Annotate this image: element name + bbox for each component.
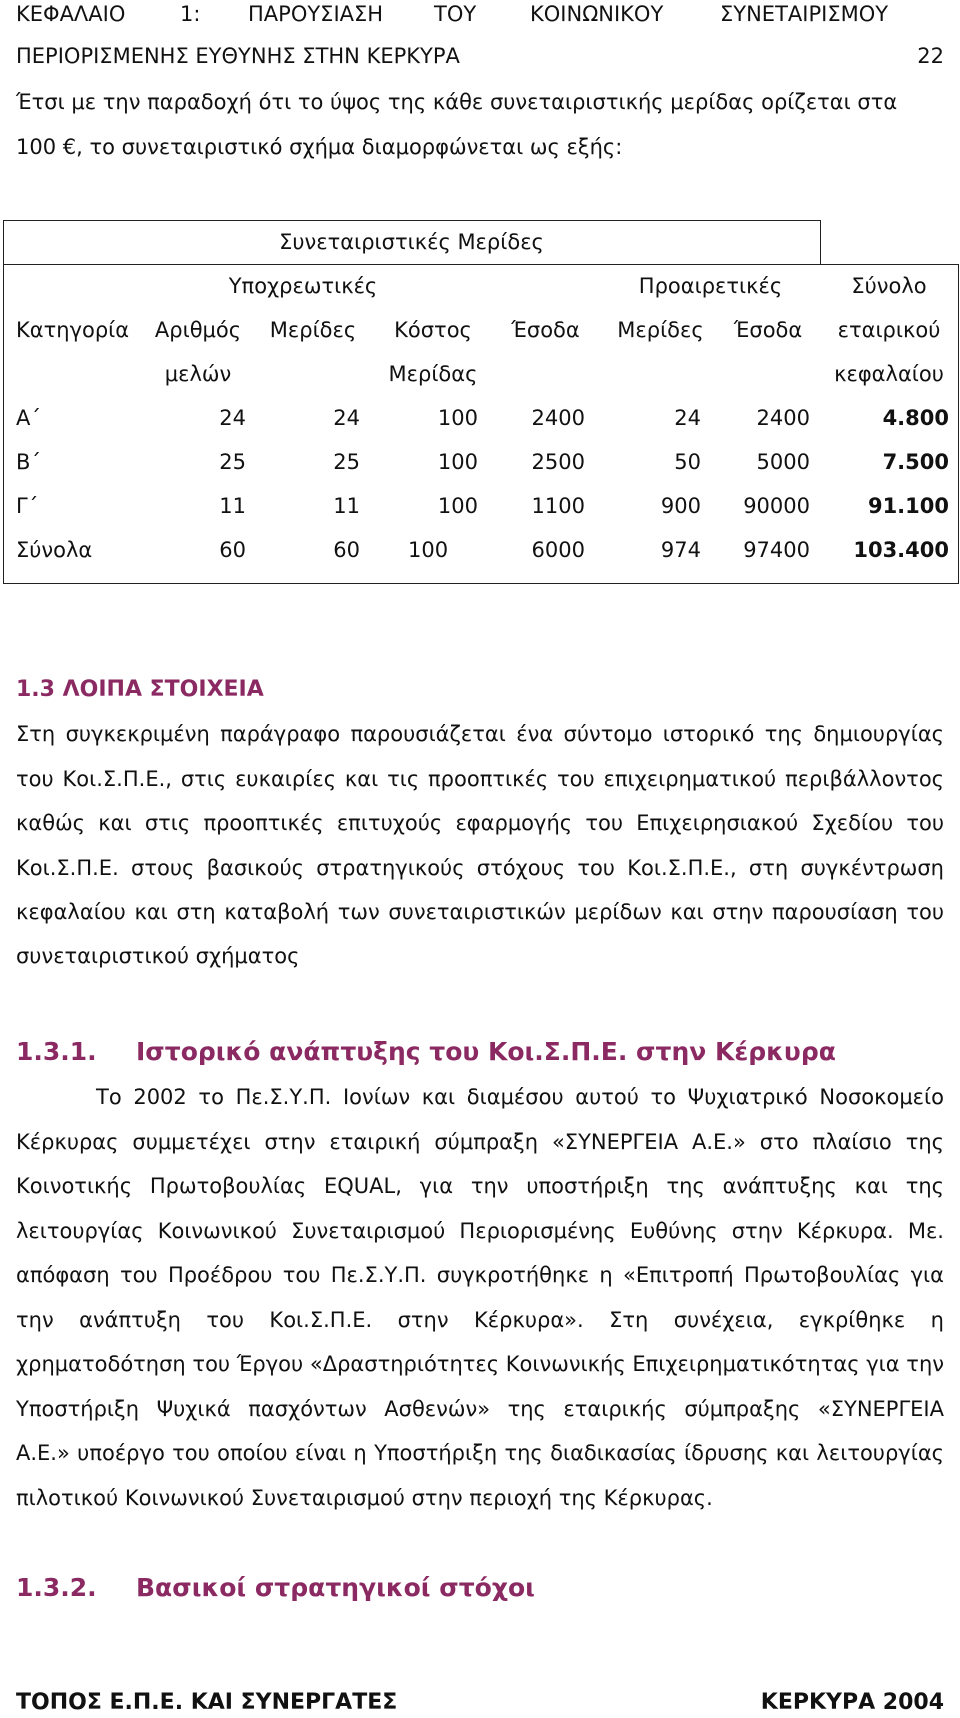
cell-category: Γ΄: [16, 494, 39, 518]
column-header-category: Κατηγορία: [16, 318, 130, 342]
cell-cost: 100: [408, 538, 449, 562]
paragraph-line: κεφαλαίου και στη καταβολή των συνεταιριστικών μερίδων και στην παρουσίαση του: [16, 900, 944, 924]
column-header-shares: Μερίδες: [269, 318, 357, 342]
cell-total: 103.400: [853, 538, 949, 562]
cell-members: 24: [219, 406, 246, 430]
section-number: 1.3.2.: [16, 1573, 97, 1602]
intro-line: 100 €, το συνεταιριστικό σχήμα διαμορφώνεται ως εξής:: [16, 135, 623, 159]
paragraph-line: του Κοι.Σ.Π.Ε., στις ευκαιρίες και τις προοπτικές του επιχειρηματικού περιβάλλοντος: [16, 767, 944, 791]
cell-category: Α΄: [16, 406, 41, 430]
cell-shares: 24: [333, 406, 360, 430]
column-header-total: εταιρικού: [837, 318, 941, 342]
header-word: ΚΕΦΑΛΑΙΟ: [16, 2, 126, 26]
header-word: ΚΟΙΝΩΝΙΚΟΥ: [530, 2, 664, 26]
section-number: 1.3.1.: [16, 1037, 97, 1066]
column-header-members-2: μελών: [164, 362, 232, 386]
table-group-header: Συνεταιριστικές Μερίδες: [279, 230, 544, 254]
cell-optional-revenue: 2400: [756, 406, 810, 430]
page-header-line1: [16, 0, 944, 36]
cell-optional-shares: 24: [674, 406, 701, 430]
cell-members: 25: [219, 450, 246, 474]
cell-category: Β΄: [16, 450, 41, 474]
paragraph-line: χρηματοδότηση του Έργου «Δραστηριότητες Κοινωνικής Επιχειρηματικότητας για την: [16, 1352, 944, 1376]
cell-members: 11: [219, 494, 246, 518]
cell-total: 4.800: [882, 406, 949, 430]
paragraph-line: Κοινοτικής Πρωτοβουλίας EQUAL, για την υποστήριξη της ανάπτυξης και της: [16, 1174, 944, 1198]
cell-shares: 11: [333, 494, 360, 518]
paragraph-line: Στη συγκεκριμένη παράγραφο παρουσιάζεται ένα σύντομο ιστορικό της δημιουργίας: [16, 722, 944, 746]
header-title-continued: ΠΕΡΙΟΡΙΣΜΕΝΗΣ ΕΥΘΥΝΗΣ ΣΤΗΝ ΚΕΡΚΥΡΑ: [16, 44, 460, 68]
paragraph-line: Υποστήριξη Ψυχικά πασχόντων Ασθενών» της εταιρικής σύμπραξης «ΣΥΝΕΡΓΕΙΑ: [16, 1397, 944, 1421]
cell-optional-revenue: 90000: [743, 494, 810, 518]
cell-optional-revenue: 97400: [743, 538, 810, 562]
section-title: Ιστορικό ανάπτυξης του Κοι.Σ.Π.Ε. στην Κέρκυρα: [136, 1037, 836, 1066]
paragraph-line: καθώς και στις προοπτικές επιτυχούς εφαρμογής του Επιχειρησιακού Σχεδίου του: [16, 811, 944, 835]
footer-right: ΚΕΡΚΥΡΑ 2004: [760, 1690, 944, 1715]
table-sub-header-mandatory: Υποχρεωτικές: [228, 274, 378, 298]
table-sub-header-optional: Προαιρετικές: [638, 274, 783, 298]
section-heading-1-3: 1.3 ΛΟΙΠΑ ΣΤΟΙΧΕΙΑ: [16, 677, 264, 702]
cell-shares: 60: [333, 538, 360, 562]
cell-category: Σύνολα: [16, 538, 93, 562]
column-header-optional-shares: Μερίδες: [617, 318, 704, 342]
section-title: Βασικοί στρατηγικοί στόχοι: [136, 1573, 535, 1602]
cell-revenue: 2500: [531, 450, 585, 474]
paragraph-line: Α.Ε.» υποέργο του οποίου είναι η Υποστήριξη της διαδικασίας ίδρυσης και λειτουργίας: [16, 1441, 944, 1465]
cell-shares: 25: [333, 450, 360, 474]
column-header-total-2: κεφαλαίου: [834, 362, 944, 386]
paragraph-line: απόφαση του Προέδρου του Πε.Σ.Υ.Π. συγκροτήθηκε η «Επιτροπή Πρωτοβουλίας για: [16, 1263, 944, 1287]
page-number: 22: [917, 44, 944, 68]
section-heading-1-3-1: [16, 1030, 944, 1074]
footer-left: ΤΟΠΟΣ Ε.Π.Ε. ΚΑΙ ΣΥΝΕΡΓΑΤΕΣ: [16, 1690, 398, 1715]
cell-revenue: 1100: [531, 494, 585, 518]
column-header-cost-2: Μερίδας: [388, 362, 478, 386]
header-word: 1:: [180, 2, 201, 26]
cell-optional-shares: 974: [660, 538, 701, 562]
paragraph-line: πιλοτικού Κοινωνικού Συνεταιρισμού στην περιοχή της Κέρκυρας.: [16, 1486, 713, 1510]
table-total-header: Σύνολο: [851, 274, 927, 298]
header-word: ΣΥΝΕΤΑΙΡΙΣΜΟΥ: [720, 2, 889, 26]
paragraph-line: Κοι.Σ.Π.Ε. στους βασικούς στρατηγικούς στόχους του Κοι.Σ.Π.Ε., στη συγκέντρωση: [16, 856, 944, 880]
cell-total: 91.100: [867, 494, 949, 518]
cell-cost: 100: [437, 406, 478, 430]
column-header-optional-revenue: Έσοδα: [733, 318, 803, 342]
cell-cost: 100: [437, 450, 478, 474]
page-header-line2: [16, 34, 944, 78]
cell-optional-shares: 900: [660, 494, 701, 518]
paragraph-line: την ανάπτυξη του Κοι.Σ.Π.Ε. στην Κέρκυρα». Στη συνέχεια, εγκρίθηκε η: [16, 1308, 944, 1332]
cell-revenue: 2400: [531, 406, 585, 430]
cell-optional-shares: 50: [674, 450, 701, 474]
cell-optional-revenue: 5000: [756, 450, 810, 474]
cell-members: 60: [219, 538, 246, 562]
header-word: ΤΟΥ: [434, 2, 477, 26]
paragraph-line: συνεταιριστικού σχήματος: [16, 944, 300, 968]
cell-cost: 100: [437, 494, 478, 518]
column-header-cost: Κόστος: [394, 318, 472, 342]
paragraph-line: Το 2002 το Πε.Σ.Υ.Π. Ιονίων και διαμέσου αυτού το Ψυχιατρικό Νοσοκομείο: [96, 1085, 944, 1109]
intro-line: Έτσι με την παραδοχή ότι το ύψος της κάθε συνεταιριστικής μερίδας ορίζεται στα: [16, 90, 898, 114]
cell-total: 7.500: [882, 450, 949, 474]
column-header-revenue: Έσοδα: [511, 318, 580, 342]
column-header-members: Αριθμός: [154, 318, 242, 342]
paragraph-line: Κέρκυρας συμμετέχει στην εταιρική σύμπραξη «ΣΥΝΕΡΓΕΙΑ Α.Ε.» στο πλαίσιο της: [16, 1130, 944, 1154]
cell-revenue: 6000: [531, 538, 585, 562]
section-heading-1-3-2: [16, 1566, 944, 1610]
header-word: ΠΑΡΟΥΣΙΑΣΗ: [248, 2, 384, 26]
paragraph-line: λειτουργίας Κοινωνικού Συνεταιρισμού Περιορισμένης Ευθύνης στην Κέρκυρα. Με.: [16, 1219, 944, 1243]
